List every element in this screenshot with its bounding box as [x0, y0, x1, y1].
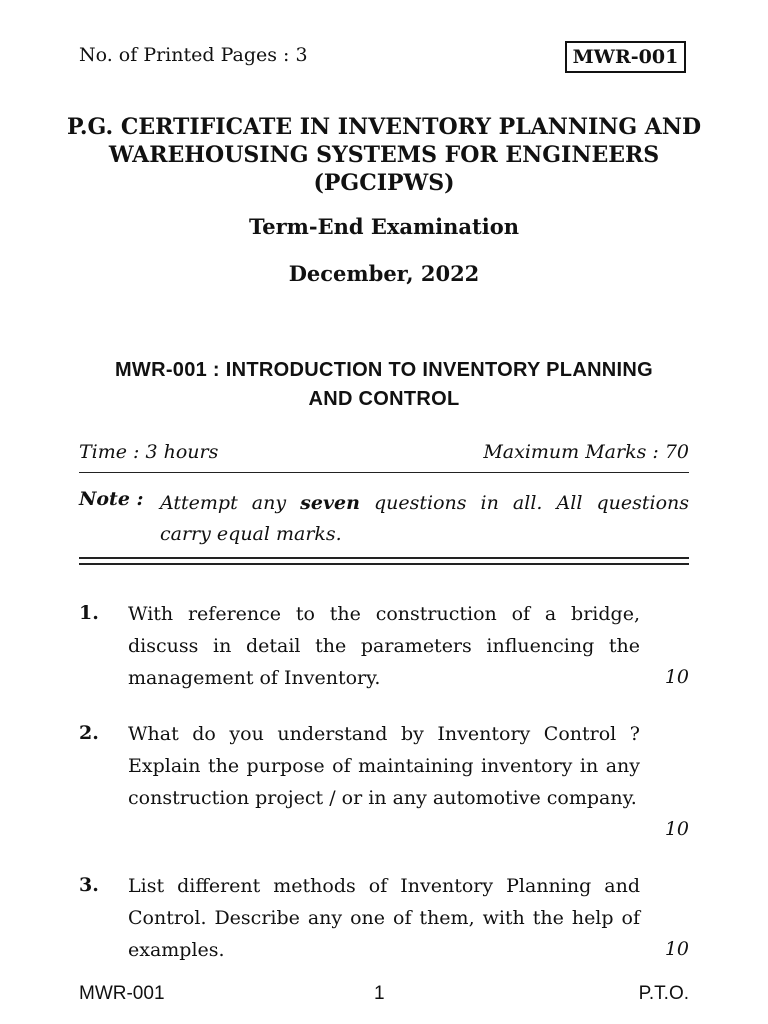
- question-text: List different methods of Inventory Planning and Control. Describe any one of them, with the help of examples.: [128, 875, 640, 961]
- note-text-before: Attempt any: [160, 492, 301, 514]
- exam-date: December, 2022: [288, 261, 480, 286]
- note-label: Note :: [79, 488, 144, 510]
- course-title-text: MWR-001 : INTRODUCTION TO INVENTORY PLANNING AND CONTROL: [114, 359, 654, 410]
- question-marks: 10: [664, 818, 689, 840]
- note-emphasis: seven: [300, 492, 360, 514]
- question-text: What do you understand by Inventory Control ? Explain the purpose of maintaining inventory in any construction project / or in any automotive company.: [128, 723, 640, 809]
- double-rule-top: [79, 557, 689, 559]
- programme-title: [0, 113, 768, 197]
- question-marks: 10: [664, 938, 689, 960]
- divider-line: [79, 472, 689, 473]
- time-allowed: Time : 3 hours: [79, 441, 219, 463]
- question-number: 1.: [79, 602, 99, 624]
- course-title: [0, 356, 768, 414]
- footer-paper-code: MWR-001: [79, 983, 165, 1004]
- note-text: [160, 488, 689, 550]
- paper-code-box: MWR-001: [565, 41, 686, 73]
- programme-title-text: P.G. CERTIFICATE IN INVENTORY PLANNING AND WAREHOUSING SYSTEMS FOR ENGINEERS (PGCIPWS): [66, 114, 702, 196]
- footer-pto: P.T.O.: [638, 983, 689, 1004]
- maximum-marks: Maximum Marks : 70: [483, 441, 689, 463]
- exam-name: Term-End Examination: [248, 214, 519, 239]
- question-number: 3.: [79, 874, 99, 896]
- question-text: With reference to the construction of a bridge, discuss in detail the parameters influencing the management of Inventory.: [128, 603, 640, 689]
- question-marks: 10: [664, 666, 689, 688]
- double-rule-bottom: [79, 563, 689, 565]
- printed-pages-count: No. of Printed Pages : 3: [79, 44, 308, 66]
- question-number: 2.: [79, 722, 99, 744]
- note-text-after: questions in all. All questions carry equal marks.: [160, 492, 689, 545]
- footer-page-number: 1: [374, 983, 385, 1004]
